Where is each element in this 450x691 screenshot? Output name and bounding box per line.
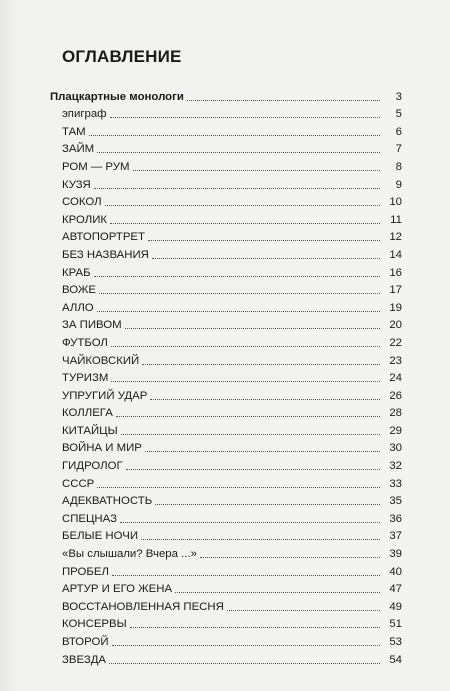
toc-entry bbox=[50, 403, 402, 421]
dot-leader bbox=[152, 257, 380, 259]
dot-leader bbox=[133, 169, 381, 171]
dot-leader bbox=[110, 222, 380, 224]
toc-entry-title: СОКОЛ bbox=[62, 196, 102, 209]
page-title: ОГЛАВЛЕНИЕ bbox=[62, 47, 182, 66]
toc-entry-page-number: 54 bbox=[389, 653, 402, 666]
toc-entry-title: ВОССТАНОВЛЕННАЯ ПЕСНЯ bbox=[62, 600, 224, 613]
dot-leader bbox=[125, 327, 380, 329]
toc-entry-page-number: 12 bbox=[389, 231, 402, 244]
toc-entry-title: ВОЙНА И МИР bbox=[62, 442, 142, 455]
toc-entry bbox=[50, 209, 402, 227]
toc-entry-page-number: 19 bbox=[389, 301, 402, 314]
toc-entry-page-number: 33 bbox=[389, 477, 402, 490]
toc-entry bbox=[50, 244, 402, 262]
dot-leader bbox=[89, 134, 380, 136]
dot-leader bbox=[94, 275, 380, 277]
dot-leader bbox=[120, 521, 380, 523]
toc-entry-page-number: 30 bbox=[389, 442, 402, 455]
dot-leader bbox=[99, 292, 380, 294]
dot-leader bbox=[110, 116, 380, 118]
toc-entry bbox=[50, 438, 402, 456]
dot-leader bbox=[175, 591, 380, 593]
toc-entry bbox=[50, 139, 402, 157]
dot-leader bbox=[94, 187, 380, 189]
dot-leader bbox=[111, 345, 380, 347]
toc-entry-title: ФУТБОЛ bbox=[62, 336, 108, 349]
toc-entry-title: Плацкартные монологи bbox=[50, 90, 184, 103]
toc-entry-page-number: 29 bbox=[389, 424, 402, 437]
toc-entry bbox=[50, 596, 402, 614]
toc-entry-title: КОНСЕРВЫ bbox=[62, 618, 127, 631]
table-of-contents bbox=[50, 86, 402, 667]
toc-entry bbox=[50, 104, 402, 122]
toc-entry-page-number: 47 bbox=[389, 583, 402, 596]
toc-entry bbox=[50, 315, 402, 333]
toc-entry bbox=[50, 649, 402, 667]
toc-entry-page-number: 3 bbox=[395, 90, 402, 103]
dot-leader bbox=[126, 468, 380, 470]
toc-entry-page-number: 53 bbox=[389, 636, 402, 648]
toc-entry-title: ТАМ bbox=[62, 125, 86, 138]
toc-entry bbox=[50, 174, 402, 192]
toc-entry bbox=[50, 121, 402, 139]
toc-entry-page-number: 35 bbox=[389, 495, 402, 508]
dot-leader bbox=[200, 556, 380, 558]
toc-entry bbox=[50, 280, 402, 298]
toc-entry-title: АРТУР И ЕГО ЖЕНА bbox=[62, 583, 173, 596]
toc-entry-page-number: 10 bbox=[389, 196, 402, 209]
dot-leader bbox=[111, 380, 380, 382]
toc-entry-title: ЗА ПИВОМ bbox=[62, 319, 122, 332]
toc-entry-page-number: 49 bbox=[389, 600, 402, 613]
toc-entry bbox=[50, 262, 402, 280]
toc-entry bbox=[50, 491, 402, 509]
toc-entry-title: АЛЛО bbox=[62, 301, 94, 314]
toc-entry-page-number: 14 bbox=[389, 248, 402, 261]
toc-entry bbox=[50, 526, 402, 544]
dot-leader bbox=[112, 574, 380, 576]
toc-entry-page-number: 32 bbox=[389, 460, 402, 473]
toc-entry-title: ЗАЙМ bbox=[62, 143, 95, 156]
dot-leader bbox=[155, 503, 380, 505]
toc-entry bbox=[50, 227, 402, 245]
dot-leader bbox=[109, 662, 380, 664]
toc-entry-page-number: 20 bbox=[389, 319, 402, 332]
dot-leader bbox=[97, 486, 380, 488]
toc-entry-page-number: 11 bbox=[390, 213, 402, 226]
dot-leader bbox=[142, 363, 380, 365]
toc-entry bbox=[50, 579, 402, 597]
toc-entry-page-number: 39 bbox=[389, 548, 402, 561]
toc-entry bbox=[50, 543, 402, 561]
toc-entry-title: ГИДРОЛОГ bbox=[62, 460, 123, 473]
dot-leader bbox=[105, 204, 380, 206]
dot-leader bbox=[97, 151, 380, 153]
dot-leader bbox=[112, 644, 380, 646]
toc-entry-title: ТУРИЗМ bbox=[62, 372, 109, 385]
toc-entry bbox=[50, 508, 402, 526]
toc-entry-title: БЕЗ НАЗВАНИЯ bbox=[62, 248, 149, 261]
toc-entry-title: УПРУГИЙ УДАР bbox=[62, 389, 148, 402]
toc-entry-page-number: 9 bbox=[395, 178, 402, 191]
dot-leader bbox=[130, 626, 380, 628]
toc-entry-title: ЗВЕЗДА bbox=[62, 653, 107, 666]
toc-entry-title: КИТАЙЦЫ bbox=[62, 424, 118, 437]
toc-entry-title: РОМ — РУМ bbox=[62, 160, 130, 173]
toc-entry-title: СССР bbox=[62, 477, 95, 490]
toc-entry-page-number: 23 bbox=[389, 354, 402, 367]
toc-entry-title: БЕЛЫЕ НОЧИ bbox=[62, 530, 139, 543]
toc-entry-title: ПРОБЕЛ bbox=[62, 565, 109, 578]
toc-entry bbox=[50, 455, 402, 473]
toc-entry bbox=[50, 561, 402, 579]
dot-leader bbox=[121, 433, 380, 435]
toc-entry bbox=[50, 350, 402, 368]
dot-leader bbox=[141, 538, 380, 540]
toc-entry bbox=[50, 368, 402, 386]
dot-leader bbox=[227, 609, 380, 611]
toc-entry-page-number: 7 bbox=[395, 143, 402, 156]
toc-entry-page-number: 24 bbox=[389, 372, 402, 385]
toc-entry-title: эпиграф bbox=[62, 108, 107, 121]
toc-entry bbox=[50, 631, 402, 649]
toc-entry bbox=[50, 192, 402, 210]
toc-entry-title: ВОЖЕ bbox=[62, 284, 96, 297]
dot-leader bbox=[150, 398, 380, 400]
toc-entry-title: ВТОРОЙ bbox=[62, 636, 109, 648]
toc-entry-page-number: 8 bbox=[395, 160, 402, 173]
toc-entry-page-number: 17 bbox=[389, 284, 402, 297]
toc-entry-title: АДЕКВАТНОСТЬ bbox=[62, 495, 153, 508]
toc-entry bbox=[50, 614, 402, 632]
toc-entry-title: «Вы слышали? Вчера ...» bbox=[62, 548, 197, 561]
toc-entry bbox=[50, 420, 402, 438]
toc-entry-page-number: 5 bbox=[395, 108, 402, 121]
toc-entry-page-number: 22 bbox=[389, 336, 402, 349]
toc-entry-title: АВТОПОРТРЕТ bbox=[62, 231, 145, 244]
toc-entry bbox=[50, 156, 402, 174]
toc-entry-title: КОЛЛЕГА bbox=[62, 407, 113, 420]
toc-entry bbox=[50, 332, 402, 350]
dot-leader bbox=[145, 450, 380, 452]
toc-entry bbox=[50, 473, 402, 491]
toc-entry-page-number: 6 bbox=[395, 125, 402, 138]
toc-entry-page-number: 16 bbox=[389, 266, 402, 279]
toc-entry-page-number: 36 bbox=[389, 512, 402, 525]
toc-entry-title: КРОЛИК bbox=[62, 213, 108, 226]
dot-leader bbox=[187, 99, 380, 101]
toc-entry-title: КРАБ bbox=[62, 266, 91, 279]
toc-entry-title: СПЕЦНАЗ bbox=[62, 512, 118, 525]
toc-entry-page-number: 40 bbox=[389, 565, 402, 578]
toc-entry-page-number: 51 bbox=[389, 618, 402, 631]
toc-entry-page-number: 26 bbox=[389, 389, 402, 402]
toc-entry-page-number: 37 bbox=[389, 530, 402, 543]
toc-entry bbox=[50, 385, 402, 403]
dot-leader bbox=[148, 239, 380, 241]
dot-leader bbox=[116, 415, 380, 417]
toc-entry-title: ЧАЙКОВСКИЙ bbox=[62, 354, 140, 367]
toc-section-entry bbox=[50, 86, 402, 104]
toc-entry-title: КУЗЯ bbox=[62, 178, 91, 191]
dot-leader bbox=[97, 310, 380, 312]
toc-entry-page-number: 28 bbox=[389, 407, 402, 420]
toc-entry bbox=[50, 297, 402, 315]
